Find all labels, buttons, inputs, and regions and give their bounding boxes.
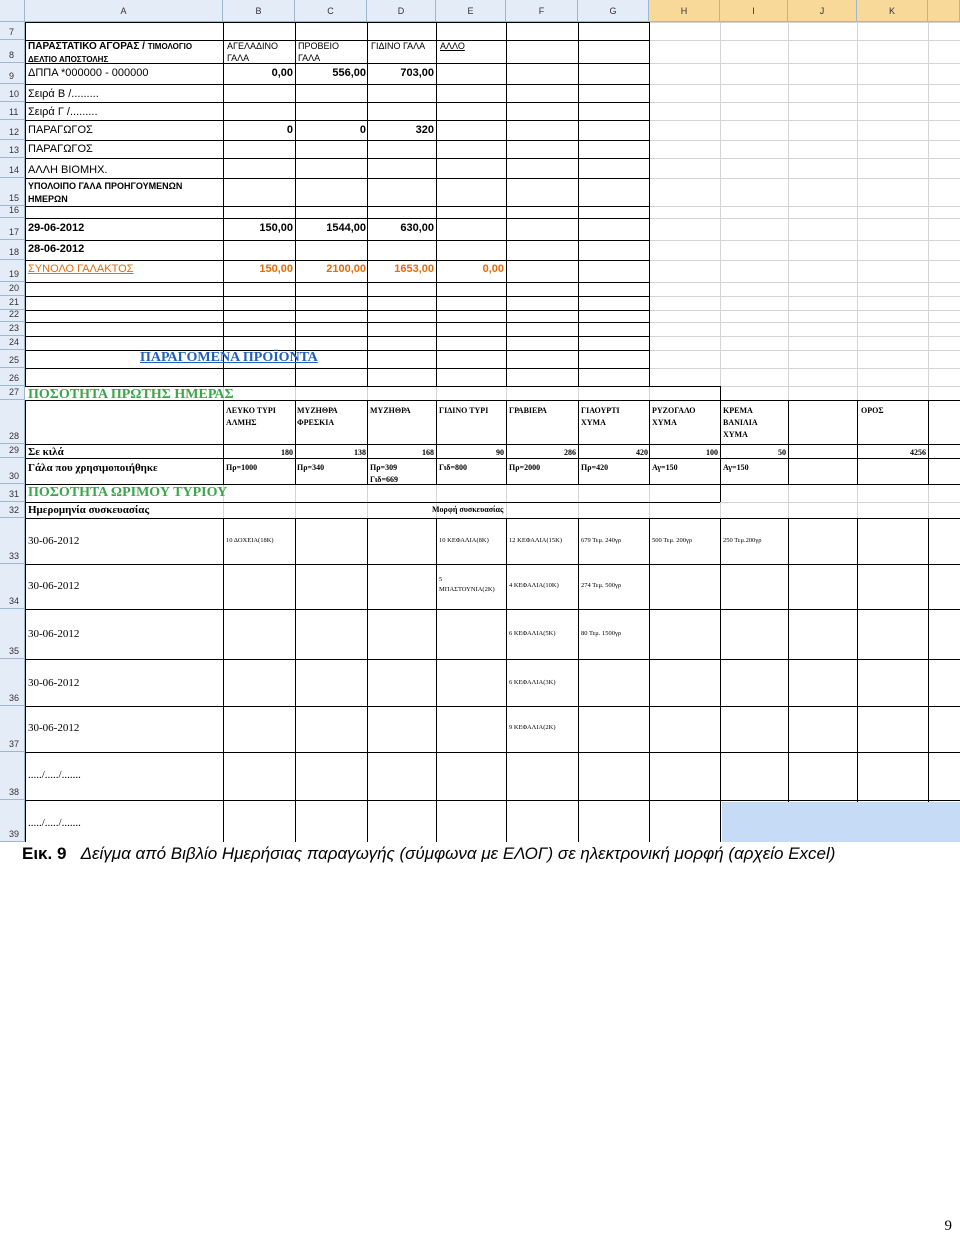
cell-g29[interactable]: 420 (636, 448, 648, 457)
row-header-10[interactable]: 10 (0, 84, 25, 102)
cell-d19[interactable]: 1653,00 (394, 263, 434, 275)
cell-border (367, 400, 368, 484)
row-header-14[interactable]: 14 (0, 158, 25, 178)
figure-caption (22, 844, 835, 864)
cell-border (649, 400, 650, 484)
caption-label: Εικ. 9 (22, 844, 67, 863)
cell-c30[interactable]: Πρ=340 (297, 463, 325, 472)
invoice-label: ΤΙΜΟΛΟΓΙΟ (147, 42, 193, 51)
cell-c12[interactable]: 0 (359, 124, 366, 136)
row-header-29[interactable]: 29 (0, 444, 25, 458)
cell-e19[interactable]: 0,00 (482, 263, 504, 275)
cell-border (928, 518, 929, 842)
cell-c28[interactable]: ΜΥΖΗΘΡΑ (297, 406, 338, 415)
cell-c8[interactable]: ΠΡΟΒΕΙΟ (298, 41, 340, 51)
row-header-28[interactable]: 28 (0, 400, 25, 444)
cell-e34-line2: ΜΠΑΣΤΟΥΝΙΑ(2Κ) (439, 586, 495, 593)
cell-a32[interactable]: Ημερομηνία συσκευασίας (28, 504, 150, 516)
cell-b19[interactable]: 150,00 (259, 263, 293, 275)
cell-border (223, 400, 224, 484)
row-header-31[interactable]: 31 (0, 484, 25, 502)
row-header-13[interactable]: 13 (0, 140, 25, 158)
cell-border (857, 400, 858, 484)
cell-border (857, 518, 858, 842)
row-header-27[interactable]: 27 (0, 386, 25, 400)
page-number: 9 (944, 1218, 952, 1234)
cell-border (436, 400, 437, 484)
cell-border (506, 518, 507, 842)
cell-a30[interactable]: Γάλα που χρησιμοποιήθηκε (28, 462, 158, 474)
cell-border (25, 322, 649, 323)
cell-border (720, 400, 721, 484)
cell-d28[interactable]: ΜΥΖΗΘΡΑ (370, 406, 411, 415)
cell-b30[interactable]: Πρ=1000 (226, 463, 258, 472)
cell-border (25, 518, 26, 842)
cell-border (578, 518, 579, 842)
cell-i28-line2: ΒΑΝΙΛΙΑ (723, 418, 758, 427)
cell-border (25, 458, 960, 459)
cell-border (506, 400, 507, 484)
cell-border (649, 22, 650, 386)
row-header-11[interactable]: 11 (0, 102, 25, 120)
cell-f36[interactable]: 6 ΚΕΦΑΛΙΑ(3Κ) (509, 679, 556, 686)
cell-a12[interactable]: ΠΑΡΑΓΩΓΟΣ (28, 124, 93, 136)
cell-c29[interactable]: 138 (354, 448, 366, 457)
column-header-c[interactable]: C (295, 0, 367, 22)
cell-a18[interactable]: 28-06-2012 (28, 243, 85, 255)
cell-first-day-quantity-heading[interactable]: ΠΟΣΟΤΗΤΑ ΠΡΩΤΗΣ ΗΜΕΡΑΣ (28, 387, 234, 402)
row-header-24[interactable]: 24 (0, 336, 25, 350)
cell-b12[interactable]: 0 (286, 124, 293, 136)
cell-a17[interactable]: 29-06-2012 (28, 222, 85, 234)
cell-g34[interactable]: 274 Τεμ. 500γρ (581, 582, 622, 589)
row-header-35[interactable]: 35 (0, 609, 25, 659)
cell-border (25, 518, 960, 519)
cell-border (436, 22, 437, 386)
cell-f34[interactable]: 4 ΚΕΦΑΛΙΑ(10Κ) (509, 582, 559, 589)
cell-border (25, 444, 960, 445)
selected-range[interactable] (722, 802, 960, 842)
cell-border (295, 518, 296, 842)
cell-a10[interactable]: Σειρά Β /......... (28, 88, 99, 100)
cell-border (25, 564, 960, 565)
cell-border (25, 178, 649, 179)
cell-border (25, 63, 649, 64)
row-header-23[interactable]: 23 (0, 322, 25, 336)
cell-d12[interactable]: 320 (415, 124, 434, 136)
cell-border (25, 22, 649, 23)
cell-e33[interactable]: 10 ΚΕΦΑΛΙΑ(8Κ) (439, 537, 489, 544)
row-header-7[interactable]: 7 (0, 22, 25, 40)
cell-g33[interactable]: 679 Τεμ. 240γρ (581, 537, 622, 544)
cell-a38[interactable]: ...../...../....... (28, 769, 81, 781)
cell-border (25, 296, 649, 297)
column-header-h[interactable]: H (649, 0, 720, 22)
cell-a29[interactable]: Σε κιλά (28, 446, 64, 458)
row-header-30[interactable]: 30 (0, 458, 25, 484)
cell-f33[interactable]: 12 ΚΕΦΑΛΙΑ(15Κ) (509, 537, 563, 544)
cell-i28-line3: ΧΥΜΑ (723, 430, 748, 439)
cell-a37[interactable]: 30-06-2012 (28, 722, 80, 734)
row-header-21[interactable]: 21 (0, 296, 25, 310)
cell-border (788, 518, 789, 842)
cell-a9[interactable]: ΔΠΠΑ *000000 - 000000 (28, 67, 149, 79)
cell-i33[interactable]: 250 Τεμ.200γρ (723, 537, 762, 544)
cell-d30-line2: Γιδ=669 (370, 475, 399, 484)
cell-border (25, 609, 960, 610)
cell-i29[interactable]: 50 (778, 448, 786, 457)
column-header-b[interactable]: B (223, 0, 295, 22)
column-header-g[interactable]: G (578, 0, 649, 22)
cell-d29[interactable]: 168 (422, 448, 434, 457)
cell-border (223, 518, 224, 842)
cell-border (25, 120, 649, 121)
cell-border (25, 400, 26, 484)
cell-border (25, 282, 649, 283)
cell-border (25, 260, 649, 261)
cell-k29[interactable]: 4256 (910, 448, 926, 457)
cell-e29[interactable]: 90 (496, 448, 504, 457)
cell-border (367, 22, 368, 386)
row-header-39[interactable]: 39 (0, 800, 25, 842)
cell-b8-line2: ΓΑΛΑ (227, 53, 250, 63)
cell-b28[interactable]: ΛΕΥΚΟ ΤΥΡΙ (226, 406, 276, 415)
cell-border (295, 400, 296, 484)
cell-border (25, 102, 649, 103)
cell-h30[interactable]: Αγ=150 (652, 463, 678, 472)
cell-border (578, 400, 579, 484)
cell-border (25, 240, 649, 241)
cell-f37[interactable]: 9 ΚΕΦΑΛΙΑ(2Κ) (509, 724, 556, 731)
cell-border (649, 518, 650, 842)
row-header-12[interactable]: 12 (0, 120, 25, 140)
cell-b9[interactable]: 0,00 (271, 67, 293, 79)
column-header-k[interactable]: K (857, 0, 928, 22)
cell-c19[interactable]: 2100,00 (326, 263, 366, 275)
cell-h28-line2: ΧΥΜΑ (652, 418, 677, 427)
cell-d17[interactable]: 630,00 (400, 222, 434, 234)
row-header-15[interactable]: 15 (0, 178, 25, 206)
column-header-a[interactable]: A (25, 0, 223, 22)
cell-h28[interactable]: ΡΥΖΟΓΑΛΟ (652, 406, 696, 415)
cell-g28-line2: ΧΥΜΑ (581, 418, 606, 427)
cell-i28[interactable]: ΚΡΕΜΑ (723, 406, 753, 415)
cell-border (25, 206, 649, 207)
select-all-corner[interactable] (0, 0, 25, 22)
cell-d30[interactable]: Πρ=309 (370, 463, 398, 472)
cell-produced-products-heading[interactable]: ΠΑΡΑΓΟΜΕΝΑ ΠΡΟΪΟΝΤΑ (140, 350, 318, 365)
cell-border (25, 310, 649, 311)
cell-a8-line2: ΔΕΛΤΙΟ ΑΠΟΣΤΟΛΗΣ (28, 55, 109, 64)
cell-e32[interactable]: Μορφή συσκευασίας (432, 505, 504, 514)
cell-c28-line2: ΦΡΕΣΚΙΑ (297, 418, 335, 427)
cell-a33[interactable]: 30-06-2012 (28, 535, 80, 547)
cell-border (25, 368, 649, 369)
cell-border (25, 659, 960, 660)
cell-f35[interactable]: 6 ΚΕΦΑΛΙΑ(5Κ) (509, 630, 556, 637)
cell-b28-line2: ΑΛΜΗΣ (226, 418, 257, 427)
cell-border (223, 22, 224, 386)
row-header-22[interactable]: 22 (0, 310, 25, 322)
cell-d8[interactable]: ΓΙΔΙΝΟ ΓΑΛΑ (371, 41, 426, 51)
cell-d9[interactable]: 703,00 (400, 67, 434, 79)
row-header-8[interactable]: 8 (0, 40, 25, 63)
cell-h33[interactable]: 500 Τεμ. 200γρ (652, 537, 693, 544)
cell-a39[interactable]: ...../...../....... (28, 817, 81, 829)
cell-border (25, 218, 649, 219)
cell-a14[interactable]: ΑΛΛΗ ΒΙΟΜΗΧ. (28, 164, 108, 176)
cell-a13[interactable]: ΠΑΡΑΓΩΓΟΣ (28, 143, 93, 155)
row-header-25[interactable]: 25 (0, 350, 25, 368)
cell-e34[interactable]: 5 (439, 576, 443, 583)
cell-f30[interactable]: Πρ=2000 (509, 463, 541, 472)
cell-border (788, 400, 789, 484)
cell-border (25, 158, 649, 159)
cell-border (506, 22, 507, 386)
row-header-9[interactable]: 9 (0, 63, 25, 84)
cell-e8[interactable]: ΑΛΛΟ (440, 41, 465, 51)
cell-c8-line2: ΓΑΛΑ (298, 53, 321, 63)
cell-border (720, 518, 721, 842)
caption-text: Δείγμα από Βιβλίο Ημερήσιας παραγωγής (σύμφωνα με ΕΛΟΓ) σε ηλεκτρονική μορφή (αρχείο Excel) (80, 844, 836, 863)
row-header-16[interactable]: 16 (0, 206, 25, 218)
cell-g35[interactable]: 80 Τεμ. 1500γρ (581, 630, 622, 637)
row-header-20[interactable]: 20 (0, 282, 25, 296)
cell-c9[interactable]: 556,00 (332, 67, 366, 79)
cell-border (295, 22, 296, 386)
cell-border (25, 706, 960, 707)
cell-a15-line2: ΗΜΕΡΩΝ (28, 194, 68, 204)
row-header-18[interactable]: 18 (0, 240, 25, 260)
cell-border (436, 518, 437, 842)
cell-c17[interactable]: 1544,00 (326, 222, 366, 234)
row-header-36[interactable]: 36 (0, 659, 25, 706)
row-header-37[interactable]: 37 (0, 706, 25, 752)
cell-a11[interactable]: Σειρά Γ /......... (28, 106, 98, 118)
cell-e28[interactable]: ΓΙΔΙΝΟ ΤΥΡΙ (439, 406, 489, 415)
cell-a34[interactable]: 30-06-2012 (28, 580, 80, 592)
cell-border (928, 400, 929, 484)
cell-k28[interactable]: ΟΡΟΣ (861, 406, 884, 415)
cell-b8[interactable]: ΑΓΕΛΑΔΙΝΟ (227, 41, 278, 51)
cell-e30[interactable]: Γιδ=800 (439, 463, 468, 472)
row-header-26[interactable]: 26 (0, 368, 25, 386)
cell-i30[interactable]: Αγ=150 (723, 463, 749, 472)
cell-b17[interactable]: 150,00 (259, 222, 293, 234)
column-header-e[interactable]: E (436, 0, 506, 22)
column-header-i[interactable]: I (720, 0, 788, 22)
cell-border (25, 800, 960, 801)
cell-mature-cheese-heading[interactable]: ΠΟΣΟΤΗΤΑ ΩΡΙΜΟΥ ΤΥΡΙΟΥ (28, 485, 228, 500)
cell-g28[interactable]: ΓΙΑΟΥΡΤΙ (581, 406, 620, 415)
cell-a36[interactable]: 30-06-2012 (28, 677, 80, 689)
cell-f28[interactable]: ΓΡΑΒΙΕΡΑ (509, 406, 547, 415)
cell-border (25, 336, 649, 337)
cell-border (25, 502, 720, 503)
row-header-32[interactable]: 32 (0, 502, 25, 518)
cell-border (25, 84, 649, 85)
cell-a8[interactable] (28, 41, 192, 52)
cell-g30[interactable]: Πρ=420 (581, 463, 609, 472)
column-header-j[interactable]: J (788, 0, 857, 22)
purchase-doc-label: ΠΑΡΑΣΤΑΤΙΚΟ ΑΓΟΡΑΣ / (28, 41, 145, 52)
row-header-19[interactable]: 19 (0, 260, 25, 282)
cell-border (25, 752, 960, 753)
cell-border (25, 140, 649, 141)
cell-border (25, 350, 649, 351)
cell-h29[interactable]: 100 (706, 448, 718, 457)
row-header-34[interactable]: 34 (0, 564, 25, 609)
cell-b29[interactable]: 180 (281, 448, 293, 457)
cell-border (578, 22, 579, 386)
cell-a35[interactable]: 30-06-2012 (28, 628, 80, 640)
cell-a15[interactable]: ΥΠΟΛΟΙΠΟ ΓΑΛΑ ΠΡΟΗΓΟΥΜΕΝΩΝ (28, 181, 183, 191)
column-header-f[interactable]: F (506, 0, 578, 22)
row-header-33[interactable]: 33 (0, 518, 25, 564)
cell-b33[interactable]: 10 ΔΟΧΕΙΑ(18Κ) (226, 537, 274, 544)
cell-a19[interactable]: ΣΥΝΟΛΟ ΓΑΛΑΚΤΟΣ (28, 263, 134, 275)
cell-f29[interactable]: 286 (564, 448, 576, 457)
row-header-17[interactable]: 17 (0, 218, 25, 240)
row-header-38[interactable]: 38 (0, 752, 25, 800)
cell-border (367, 518, 368, 842)
column-header-overflow[interactable] (928, 0, 960, 22)
column-header-d[interactable]: D (367, 0, 436, 22)
cell-border (25, 22, 26, 386)
